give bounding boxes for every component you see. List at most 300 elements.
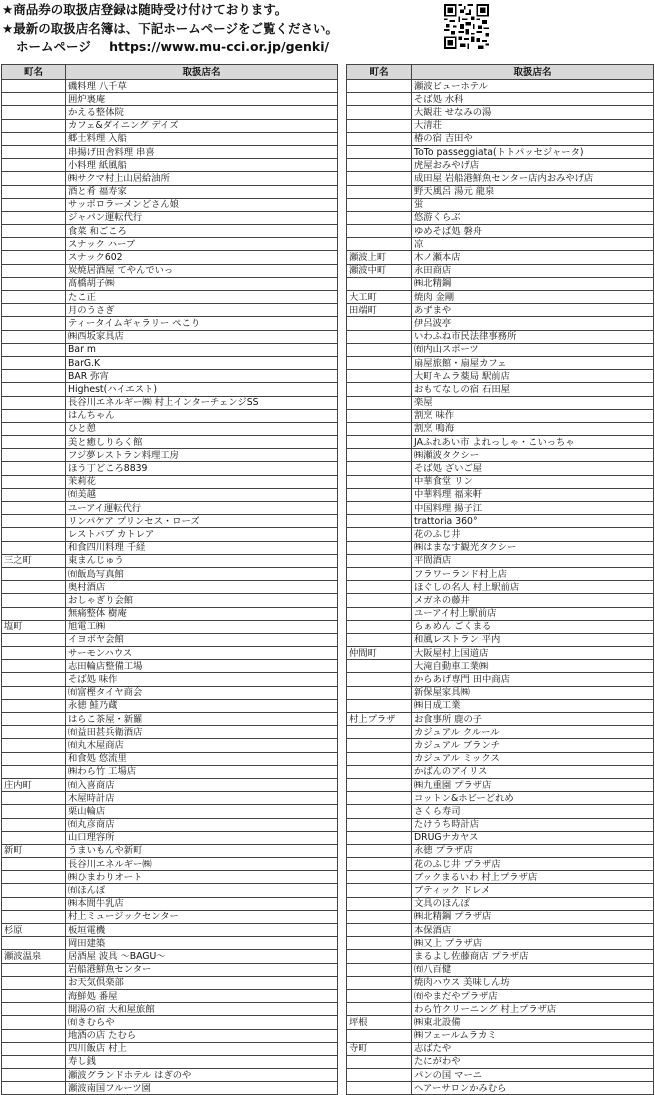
town-cell [347, 383, 412, 396]
store-cell: 寿し銭 [66, 1055, 338, 1068]
store-cell: ほう丁どころ8839 [66, 462, 338, 475]
town-cell [347, 818, 412, 831]
town-cell [2, 185, 66, 198]
store-cell: ㈲ほんぽ [66, 884, 338, 897]
store-cell: BarG.K [66, 356, 338, 369]
homepage-label: ホームページ [16, 39, 91, 54]
table-row [347, 1042, 654, 1055]
store-cell: 木ノ瀬本店 [412, 251, 654, 264]
store-cell: trattoria 360° [412, 515, 654, 528]
table-row [347, 950, 654, 963]
store-cell: 大清荘 [412, 119, 654, 132]
table-row [347, 989, 654, 1002]
town-cell [2, 304, 66, 317]
store-cell: さくら寿司 [412, 805, 654, 818]
table-row [2, 976, 338, 989]
town-cell [347, 924, 412, 937]
town-cell [2, 871, 66, 884]
store-cell: 茉莉花 [66, 475, 338, 488]
store-cell: ㈱サクマ村上山居給油所 [66, 172, 338, 185]
table-row [2, 647, 338, 660]
store-cell: ㈲美越 [66, 488, 338, 501]
town-cell [2, 80, 66, 93]
store-cell: ブティック ドレメ [412, 884, 654, 897]
town-cell: 新町 [2, 844, 66, 857]
table-row [2, 93, 338, 106]
town-cell [347, 475, 412, 488]
table-row [347, 145, 654, 158]
town-cell [2, 976, 66, 989]
table-row [2, 356, 338, 369]
store-cell: 地酒の店 たむら [66, 1029, 338, 1042]
table-row [2, 370, 338, 383]
table-row [2, 488, 338, 501]
store-cell: 瀬波グランドホテル はぎのや [66, 1069, 338, 1082]
town-cell [2, 805, 66, 818]
town-cell [347, 1082, 412, 1095]
town-cell [347, 554, 412, 567]
store-cell: 悠游くらぶ [412, 211, 654, 224]
table-row [347, 871, 654, 884]
table-row [347, 343, 654, 356]
town-cell [347, 93, 412, 106]
table-row [347, 225, 654, 238]
store-cell: 郷土料理 入船 [66, 132, 338, 145]
town-cell [347, 910, 412, 923]
table-row [347, 963, 654, 976]
table-row [347, 567, 654, 580]
store-cell: 花のふじ井 プラザ店 [412, 858, 654, 871]
store-cell: からあげ専門 田中商店 [412, 673, 654, 686]
store-cell: ㈲富樫タイヤ商会 [66, 686, 338, 699]
town-cell [2, 436, 66, 449]
town-cell [347, 198, 412, 211]
table-row [347, 198, 654, 211]
town-cell [2, 897, 66, 910]
store-cell: ユーアイ村上駅前店 [412, 607, 654, 620]
town-cell: 村上プラザ [347, 713, 412, 726]
town-cell [2, 502, 66, 515]
store-cell: ㈲飯島写真館 [66, 567, 338, 580]
table-row [2, 436, 338, 449]
town-cell [347, 185, 412, 198]
table-row [2, 567, 338, 580]
town-cell [2, 106, 66, 119]
town-cell [2, 858, 66, 871]
store-cell: 伊呂波亭 [412, 317, 654, 330]
town-cell [2, 660, 66, 673]
table-row [347, 739, 654, 752]
town-cell [2, 409, 66, 422]
homepage-link[interactable]: https://www.mu-cci.or.jp/genki/ [109, 39, 330, 54]
store-cell: いわふね市民法律事務所 [412, 330, 654, 343]
town-cell [2, 356, 66, 369]
store-cell: ㈲丸木屋商店 [66, 739, 338, 752]
town-cell [2, 989, 66, 1002]
town-cell [347, 831, 412, 844]
town-cell [347, 449, 412, 462]
town-cell [347, 409, 412, 422]
store-cell: 凉 [412, 238, 654, 251]
store-cell: 文具のほんぽ [412, 897, 654, 910]
table-row [2, 871, 338, 884]
table-row [347, 897, 654, 910]
store-table-right [346, 64, 654, 1095]
store-cell: ㈲八百健 [412, 963, 654, 976]
table-row [2, 633, 338, 646]
store-cell: スナック ハーブ [66, 238, 338, 251]
store-cell: 長谷川エネルギー㈱ 村上インターチェンジSS [66, 396, 338, 409]
town-cell [347, 172, 412, 185]
town-cell [347, 937, 412, 950]
town-cell [347, 871, 412, 884]
store-cell: まるよし佐藤商店 プラザ店 [412, 950, 654, 963]
town-cell [2, 449, 66, 462]
table-row [347, 304, 654, 317]
store-cell: 東まんじゅう [66, 554, 338, 567]
table-row [2, 937, 338, 950]
store-cell: 中華料理 福来軒 [412, 488, 654, 501]
town-cell [2, 383, 66, 396]
store-cell: ㈲きむらや [66, 1016, 338, 1029]
store-cell: ㈱又上 プラザ店 [412, 937, 654, 950]
town-cell [347, 462, 412, 475]
town-cell [347, 950, 412, 963]
town-cell [347, 528, 412, 541]
store-cell: コットン&ホビーどれめ [412, 792, 654, 805]
table-row [347, 937, 654, 950]
store-cell: 旭電工㈱ [66, 620, 338, 633]
town-cell [2, 831, 66, 844]
town-cell [2, 515, 66, 528]
town-cell [347, 673, 412, 686]
store-cell: 中華食堂 リン [412, 475, 654, 488]
table-row [2, 277, 338, 290]
town-cell [2, 159, 66, 172]
table-row [347, 752, 654, 765]
town-cell [2, 567, 66, 580]
store-cell: 割烹 鳴海 [412, 422, 654, 435]
store-cell: ㈲益田甚兵衛酒店 [66, 726, 338, 739]
store-cell: 開湯の宿 大和屋旅館 [66, 1003, 338, 1016]
town-cell [347, 159, 412, 172]
town-cell: 寺町 [347, 1042, 412, 1055]
table-row [2, 317, 338, 330]
store-cell: 栗山輪店 [66, 805, 338, 818]
table-row [2, 713, 338, 726]
store-cell: 楽屋 [412, 396, 654, 409]
store-cell: 焼肉ハウス 美味しん坊 [412, 976, 654, 989]
town-cell [2, 343, 66, 356]
town-cell: 瀬波温泉 [2, 950, 66, 963]
store-cell: 串揚げ田舎料理 串喜 [66, 145, 338, 158]
table-row [2, 304, 338, 317]
store-cell: ジャパン運転代行 [66, 211, 338, 224]
store-cell: 酒と肴 福寿家 [66, 185, 338, 198]
store-cell: わら竹クリーニング 村上プラザ店 [412, 1003, 654, 1016]
town-cell [347, 858, 412, 871]
table-row [347, 607, 654, 620]
table-row [347, 80, 654, 93]
store-cell: カフェ&ダイニング デイズ [66, 119, 338, 132]
table-header [2, 65, 338, 80]
town-cell [2, 673, 66, 686]
store-cell: 大観荘 せなみの湯 [412, 106, 654, 119]
store-cell: ゆめそば処 磐舟 [412, 225, 654, 238]
table-row [2, 1055, 338, 1068]
table-row [2, 106, 338, 119]
store-cell: JAふれあい市 よれっしゃ・こいっちゃ [412, 436, 654, 449]
town-cell [2, 251, 66, 264]
store-cell: 割烹 味作 [412, 409, 654, 422]
table-row [347, 765, 654, 778]
store-cell: 野天風呂 湯元 龍泉 [412, 185, 654, 198]
town-cell [2, 211, 66, 224]
store-cell: はんちゃん [66, 409, 338, 422]
town-cell [347, 1003, 412, 1016]
town-cell [2, 462, 66, 475]
table-row [347, 647, 654, 660]
table-row [2, 699, 338, 712]
store-cell: ㈲内山スポーツ [412, 343, 654, 356]
store-cell: カジュアル ブランチ [412, 739, 654, 752]
store-cell: ㈱ひまわりオート [66, 871, 338, 884]
table-row [347, 119, 654, 132]
store-cell: ㈱九重園 プラザ店 [412, 778, 654, 791]
town-cell [347, 422, 412, 435]
town-cell [347, 699, 412, 712]
town-cell [2, 752, 66, 765]
store-cell: 食菜 和ごころ [66, 225, 338, 238]
town-cell [347, 317, 412, 330]
town-cell [2, 528, 66, 541]
table-row [2, 778, 338, 791]
table-row [2, 198, 338, 211]
table-row [2, 1029, 338, 1042]
town-cell: 仲間町 [347, 647, 412, 660]
town-cell [2, 396, 66, 409]
table-row [347, 356, 654, 369]
table-row [2, 145, 338, 158]
table-row [347, 1069, 654, 1082]
town-cell [347, 502, 412, 515]
table-row [347, 159, 654, 172]
table-row [2, 251, 338, 264]
table-row [2, 528, 338, 541]
store-cell: サッポロラーメンどさん娘 [66, 198, 338, 211]
store-cell: BAR 弥宵 [66, 370, 338, 383]
table-row [347, 1029, 654, 1042]
store-cell: ㈱西坂家具店 [66, 330, 338, 343]
town-cell [347, 752, 412, 765]
town-cell [2, 765, 66, 778]
store-cell: 四川飯店 村上 [66, 1042, 338, 1055]
store-cell: 大町キムラ薬局 駅前店 [412, 370, 654, 383]
store-cell: 長谷川エネルギー㈱ [66, 858, 338, 871]
store-cell: 椿の宿 吉田や [412, 132, 654, 145]
table-row [347, 370, 654, 383]
store-cell: かばんのアイリス [412, 765, 654, 778]
table-row [347, 106, 654, 119]
store-cell: 成田屋 岩船港鮮魚センター店内おみやげ店 [412, 172, 654, 185]
store-cell: イヨボヤ会館 [66, 633, 338, 646]
table-row [2, 844, 338, 857]
table-row [2, 1069, 338, 1082]
table-row [347, 541, 654, 554]
store-cell: ヘアーサロンかみむら [412, 1082, 654, 1095]
table-row [2, 225, 338, 238]
town-cell [2, 1029, 66, 1042]
store-cell: 木屋時計店 [66, 792, 338, 805]
store-cell: ティータイムギャラリー ぺこり [66, 317, 338, 330]
table-row [2, 686, 338, 699]
table-row [347, 910, 654, 923]
town-cell: 大工町 [347, 291, 412, 304]
town-cell [2, 910, 66, 923]
store-cell: 瀬波ビューホテル [412, 80, 654, 93]
table-row [2, 80, 338, 93]
table-row [347, 884, 654, 897]
store-cell: ㈱北精鋼 プラザ店 [412, 910, 654, 923]
table-row [347, 686, 654, 699]
store-cell: 小料理 紙風船 [66, 159, 338, 172]
store-cell: ㈱日成工業 [412, 699, 654, 712]
table-row [2, 383, 338, 396]
table-row [347, 264, 654, 277]
store-cell: 大阪屋村上国道店 [412, 647, 654, 660]
table-row [2, 673, 338, 686]
table-row [2, 950, 338, 963]
store-cell: レストバブ カトレア [66, 528, 338, 541]
town-cell [347, 1069, 412, 1082]
store-cell: そば処 ざいご屋 [412, 462, 654, 475]
town-cell [347, 963, 412, 976]
town-cell [347, 1029, 412, 1042]
table-row [2, 765, 338, 778]
table-row [347, 1055, 654, 1068]
table-row [347, 1016, 654, 1029]
town-cell [2, 488, 66, 501]
store-cell: 海鮮処 番屋 [66, 989, 338, 1002]
table-row [2, 1003, 338, 1016]
town-cell [2, 370, 66, 383]
store-cell: 和風レストラン 平内 [412, 633, 654, 646]
store-cell: 新保屋家具㈱ [412, 686, 654, 699]
store-cell: DRUGナカヤス [412, 831, 654, 844]
table-row [347, 502, 654, 515]
town-cell [347, 884, 412, 897]
town-cell: 田端町 [347, 304, 412, 317]
town-cell: 瀬波中町 [347, 264, 412, 277]
store-cell: 虎屋おみやげ店 [412, 159, 654, 172]
column-header-town: 町名 [347, 65, 412, 80]
town-cell [2, 1003, 66, 1016]
table-row [347, 976, 654, 989]
store-cell: 永田商店 [412, 264, 654, 277]
town-cell [347, 726, 412, 739]
table-row [347, 713, 654, 726]
table-row [2, 462, 338, 475]
table-row [2, 541, 338, 554]
town-cell: 三之町 [2, 554, 66, 567]
store-cell: カジュアル クルール [412, 726, 654, 739]
town-cell [2, 713, 66, 726]
table-row [2, 211, 338, 224]
table-row [2, 291, 338, 304]
store-cell: はらこ茶屋・新羅 [66, 713, 338, 726]
table-row [347, 792, 654, 805]
table-row [347, 515, 654, 528]
store-cell: 蛍 [412, 198, 654, 211]
town-cell [2, 119, 66, 132]
table-row [2, 515, 338, 528]
table-row [2, 422, 338, 435]
table-row [2, 818, 338, 831]
table-row [2, 343, 338, 356]
store-cell: サーモンハウス [66, 647, 338, 660]
store-cell: ユーアイ運転代行 [66, 502, 338, 515]
table-row [347, 844, 654, 857]
town-cell [2, 330, 66, 343]
table-row [2, 1082, 338, 1095]
table-row [2, 924, 338, 937]
town-cell [347, 330, 412, 343]
store-cell: スナック602 [66, 251, 338, 264]
table-row [347, 436, 654, 449]
table-row [347, 238, 654, 251]
store-cell: 本保酒店 [412, 924, 654, 937]
town-cell [2, 633, 66, 646]
table-row [2, 620, 338, 633]
town-cell [2, 884, 66, 897]
table-row [2, 897, 338, 910]
town-cell [347, 897, 412, 910]
store-cell: 奥村酒店 [66, 581, 338, 594]
table-row [347, 633, 654, 646]
town-cell [347, 488, 412, 501]
table-row [2, 1016, 338, 1029]
store-cell: ㈱わら竹 工場店 [66, 765, 338, 778]
town-cell [347, 567, 412, 580]
store-cell: 炭焼居酒屋 てやんでいっ [66, 264, 338, 277]
town-cell [347, 1055, 412, 1068]
store-cell: あずまや [412, 304, 654, 317]
store-cell: 平間酒店 [412, 554, 654, 567]
town-cell [2, 277, 66, 290]
town-cell [2, 145, 66, 158]
table-row [347, 818, 654, 831]
store-cell: おしゃぎり会館 [66, 594, 338, 607]
table-row [347, 528, 654, 541]
town-cell [2, 1082, 66, 1095]
table-row [2, 119, 338, 132]
store-cell: そば処 水科 [412, 93, 654, 106]
store-cell: ㈱瀬波タクシー [412, 449, 654, 462]
table-row [2, 581, 338, 594]
qr-code-icon[interactable] [444, 4, 489, 49]
table-row [2, 726, 338, 739]
table-row [347, 422, 654, 435]
town-cell [2, 264, 66, 277]
store-cell: カジュアル ミックス [412, 752, 654, 765]
table-row [2, 185, 338, 198]
store-table-right-body [347, 80, 654, 1095]
store-cell: ㈲やまだやプラザ店 [412, 989, 654, 1002]
table-row [347, 330, 654, 343]
town-cell [2, 291, 66, 304]
store-cell: 大滝自動車工業㈱ [412, 660, 654, 673]
town-cell [2, 93, 66, 106]
